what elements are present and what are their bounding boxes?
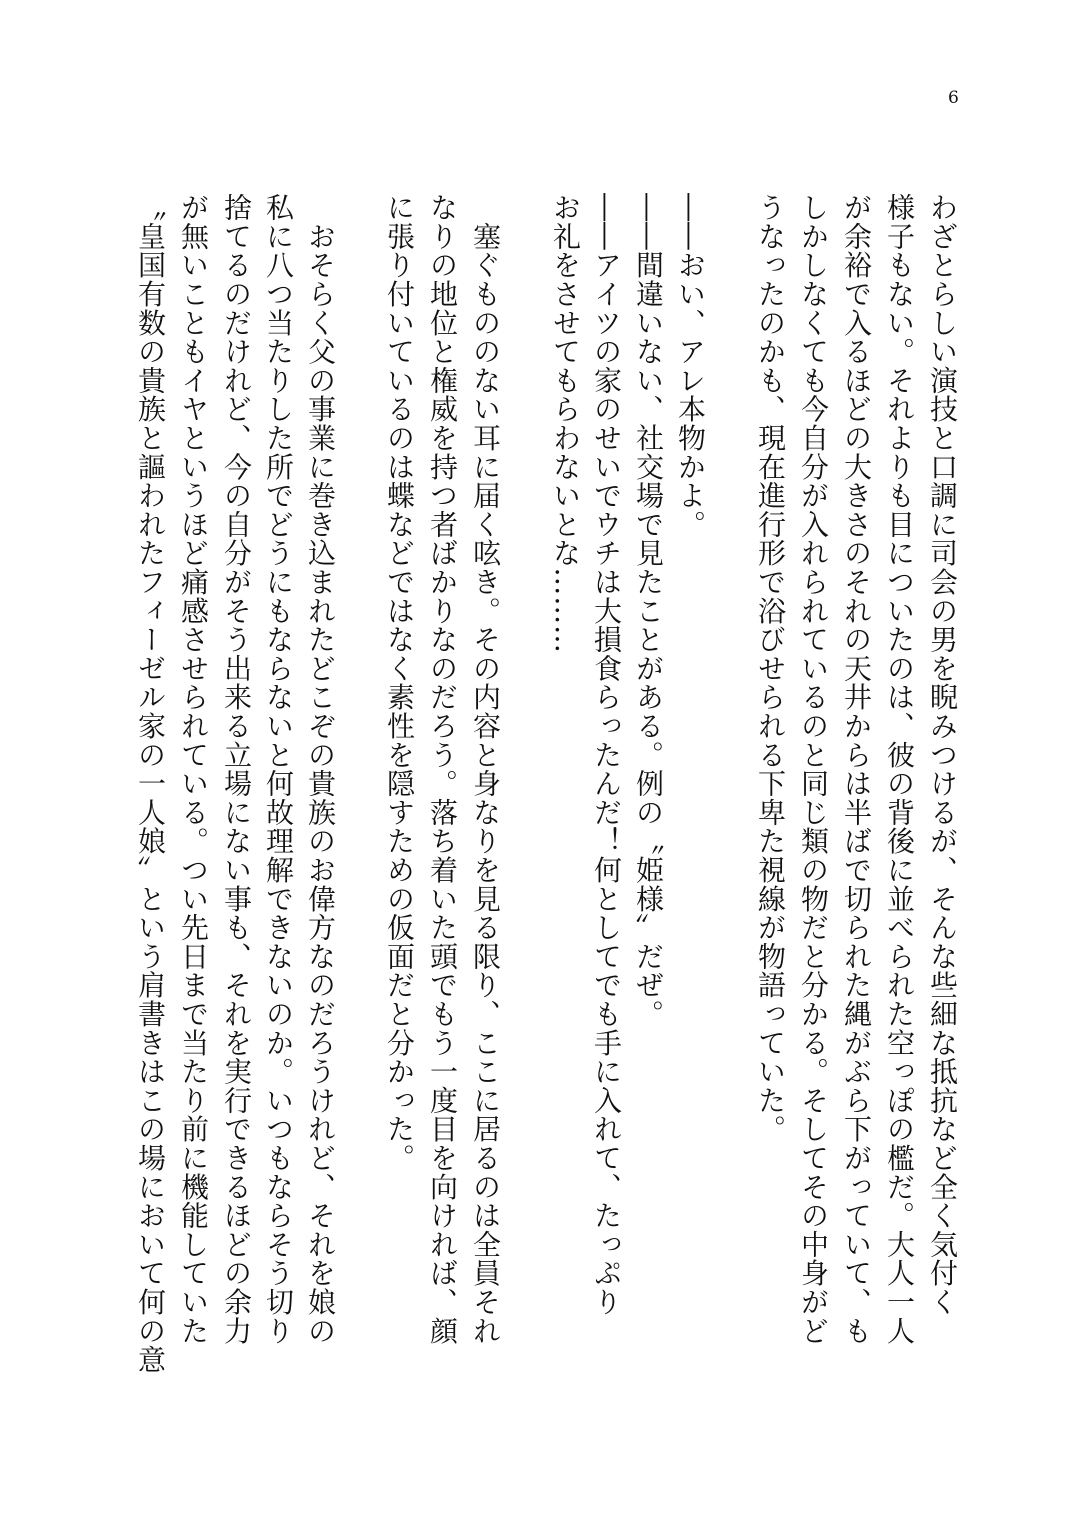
text-line: が余裕で入るほどの大きさのそれの天井からは半ばで切られた縄がぶら下がっていて、も [840,193,873,1345]
text-line: 様子もない。それよりも目についたのは、彼の背後に並べられた空っぽの檻だ。大人一人 [883,193,916,1345]
text-line: しかしなくても今自分が入れられているのと同じ類の物だと分かる。そしてその中身がど [797,193,830,1345]
text-line: わざとらしい演技と口調に司会の男を睨みつけるが、そんな些細な抵抗など全く気付く [926,193,959,1317]
page-number: 6 [948,88,959,108]
text-line: に張り付いているのは蝶などではなく素性を隠すための仮面だと分かった。 [383,193,416,1173]
dialogue-line: お礼をさせてもらわないとな……… [549,193,582,654]
dialogue-line: ――おい、アレ本物かよ。 [674,193,707,539]
text-line: なりの地位と権威を持つ者ばかりなのだろう。落ち着いた頭でもう一度目を向ければ、顔 [426,193,459,1345]
dialogue-line: ――間違いない、社交場で見たことがある。例の〝姫様〟だぜ。 [632,193,665,1029]
text-line: 捨てるのだけれど、今の自分がそう出来る立場にない事も、それを実行できるほどの余力 [220,193,253,1345]
text-line: が無いこともイヤというほど痛感させられている。つい先日まで当たり前に機能していた [177,193,210,1345]
text-line: 私に八つ当たりした所でどうにもならないと何故理解できないのか。いつもならそう切り [262,193,295,1345]
text-line: おそらく父の事業に巻き込まれたどこぞの貴族のお偉方なのだろうけれど、それを娘の [304,193,337,1345]
dialogue-line: ――アイツの家のせいでウチは大損食らったんだ！何としてでも手に入れて、たっぷり [590,193,623,1317]
text-line: 塞ぐもののない耳に届く呟き。その内容と身なりを見る限り、ここに居るのは全員それ [469,193,502,1345]
text-line: 〝皇国有数の貴族と謳われたフィーゼル家の一人娘〟という肩書きはこの場において何の意 [134,193,167,1374]
text-line: うなったのかも、現在進行形で浴びせられる下卑た視線が物語っていた。 [754,193,787,1144]
